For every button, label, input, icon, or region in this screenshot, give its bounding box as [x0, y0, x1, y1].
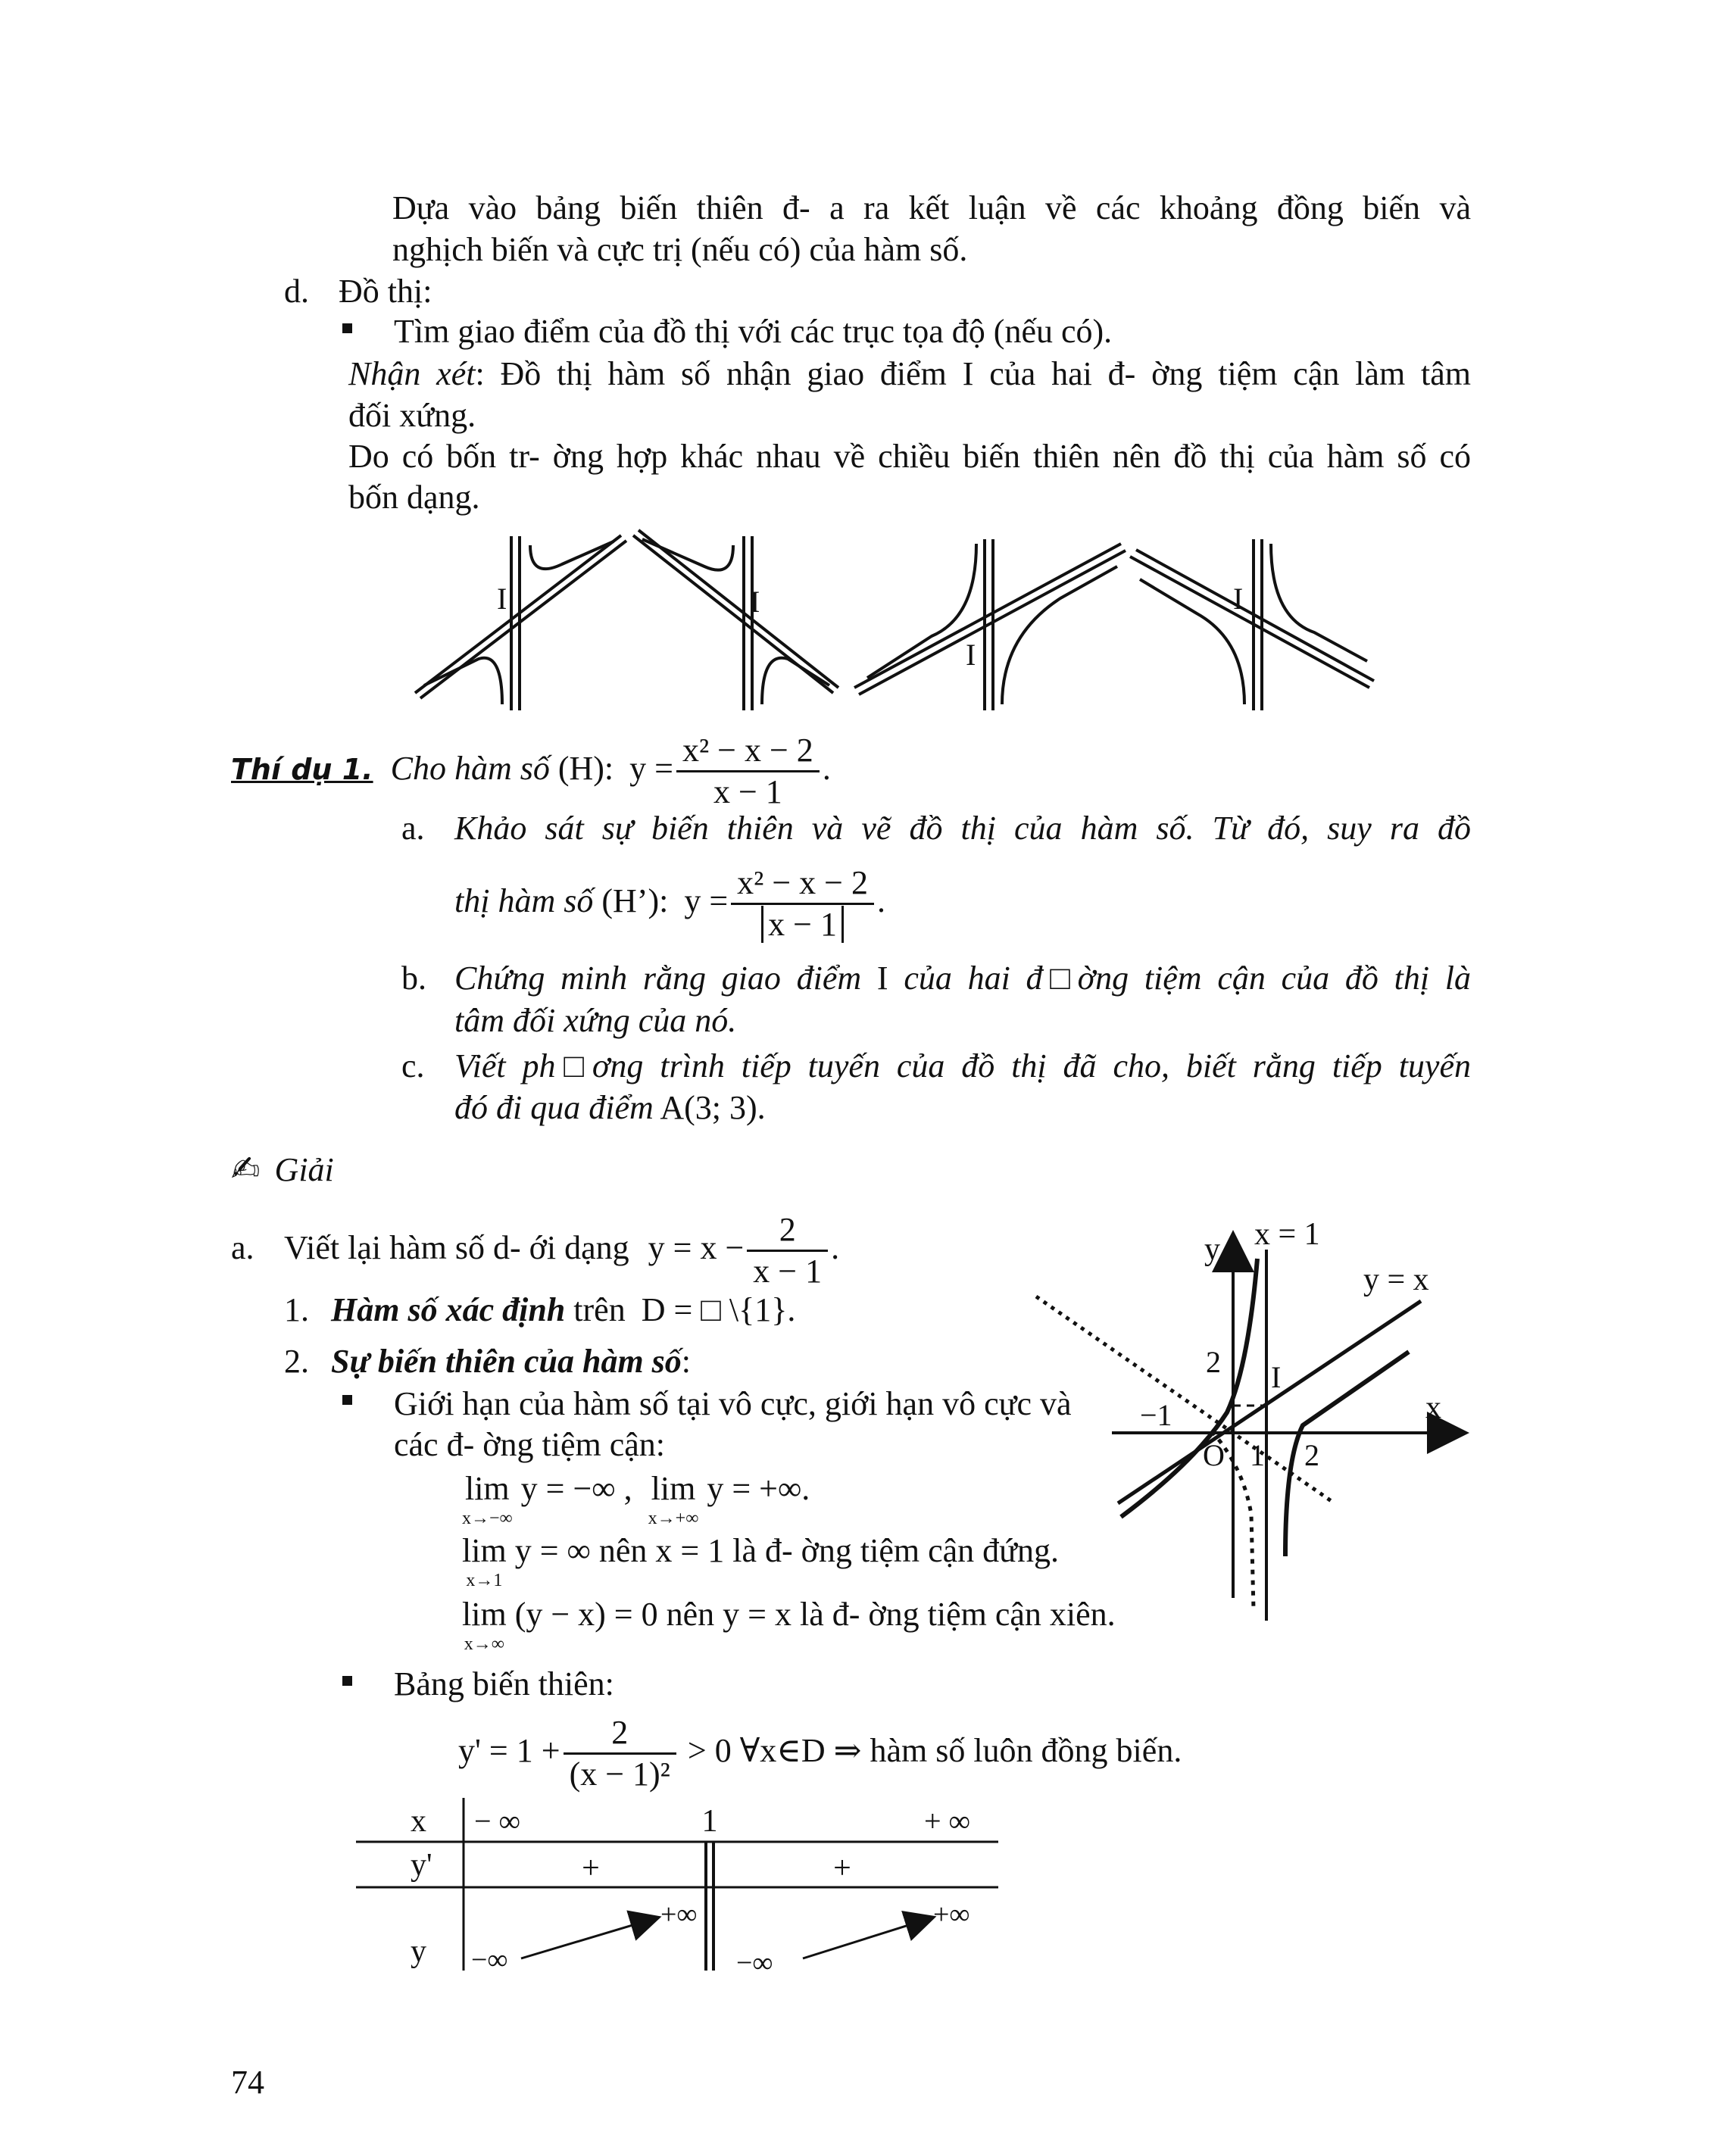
dotted-line [1036, 1297, 1335, 1503]
shape-2-label: I [750, 585, 760, 619]
table-row-x-label: x [411, 1804, 426, 1839]
shape-3-label: I [966, 638, 976, 672]
dashed-guide [1233, 1406, 1266, 1433]
lim-4-expr: (y − x) = 0 nên y = x là đ- ờng tiệm cận xiên. [514, 1596, 1116, 1633]
derivative-numerator: 2 [564, 1713, 676, 1755]
y-arrow-right [803, 1919, 928, 1958]
part-b-marker: b. [401, 960, 426, 997]
x-mid-value: 1 [701, 1804, 718, 1839]
tick-x-2: 2 [1304, 1438, 1319, 1472]
lim-1-expr: y = −∞ , [520, 1470, 632, 1507]
section-d-heading [284, 270, 432, 313]
section-d-marker: d. [284, 273, 309, 310]
shape-3 [854, 539, 1126, 710]
part-a-fn-lhs: y = [684, 882, 729, 919]
y-axis-label: y [1204, 1232, 1220, 1267]
section-d-title: Đồ thị: [339, 273, 432, 310]
remark-text: : Đồ thị hàm số nhận giao điểm I của hai đ- ờng tiệm cận làm tâm [475, 355, 1471, 392]
shape-1 [415, 535, 626, 710]
rewrite-dot: . [831, 1229, 840, 1266]
curve-right-branch [1285, 1352, 1409, 1556]
remark-line-2: đối xứng. [348, 397, 476, 434]
shape-1-label: I [497, 582, 507, 616]
step-1-domain: D = □ \{1}. [641, 1291, 796, 1328]
function-fraction [676, 731, 820, 812]
origin-label: O [1203, 1438, 1225, 1472]
lim-3-sub: x→1 [466, 1571, 503, 1590]
limit-1 [462, 1468, 513, 1527]
lim-3-expr: y = ∞ nên x = 1 là đ- ờng tiệm cận đứng. [514, 1532, 1059, 1569]
y-arrow-left [521, 1919, 653, 1958]
function-lhs: y = [629, 750, 673, 787]
part-b-point: I [876, 960, 888, 997]
curve-left-branch [1121, 1259, 1257, 1517]
limit-2 [648, 1468, 699, 1527]
table-title: Bảng biến thiên: [394, 1665, 614, 1702]
step-2-colon: : [681, 1343, 692, 1380]
limit-4 [462, 1593, 507, 1652]
rewrite-line [284, 1203, 839, 1294]
part-c-line-2 [454, 1087, 766, 1129]
derivative-denominator: (x − 1)² [569, 1755, 670, 1793]
limits-intro-1: Giới hạn của hàm số tại vô cực, giới hạn vô cực và [394, 1385, 1072, 1422]
curve-reflected-branch [1212, 1431, 1254, 1609]
rewrite-denominator: x − 1 [753, 1253, 823, 1290]
table-row-yp-label: y' [411, 1848, 432, 1883]
x-right-value: + ∞ [924, 1804, 971, 1838]
bullet-icon [342, 323, 352, 333]
example-intro: Cho hàm số [390, 750, 550, 787]
function-name: (H): [557, 750, 614, 787]
part-a-denominator [731, 905, 874, 944]
table-row-y-label: y [411, 1934, 426, 1969]
function-dot: . [822, 750, 831, 787]
limit-row-2 [462, 1530, 1059, 1589]
function-numerator: x² − x − 2 [676, 731, 820, 772]
derivative-line [458, 1705, 1182, 1796]
derivative-fraction [564, 1713, 676, 1794]
x-axis-label: x [1425, 1390, 1441, 1425]
part-b-line-1 [454, 957, 1471, 1000]
center-label: I [1271, 1360, 1282, 1394]
shape-4 [1130, 539, 1374, 710]
part-b-line-2: tâm đối xứng của nó. [454, 1002, 737, 1039]
rewrite-text: Viết lại hàm số d- ới dạng [284, 1229, 629, 1266]
solution-a-marker: a. [231, 1229, 254, 1266]
solution-title: Giải [274, 1151, 334, 1188]
page-number: 74 [231, 2064, 264, 2101]
x-left-value: − ∞ [474, 1804, 521, 1838]
bullet-icon [342, 1676, 352, 1686]
yp-left-sign: + [582, 1851, 600, 1886]
vertical-asymptote-label: x = 1 [1254, 1217, 1320, 1252]
intro-line-1: Dựa vào bảng biến thiên đ- a ra kết luận về các khoảng đồng biến và [392, 189, 1471, 226]
y-left-end: +∞ [660, 1899, 698, 1930]
yp-right-sign: + [833, 1851, 851, 1886]
step-2 [284, 1340, 691, 1383]
part-a-line-1: Khảo sát sự biến thiên và vẽ đồ thị của hàm số. Từ đó, suy ra đồ [454, 810, 1471, 847]
y-right-end: +∞ [933, 1899, 970, 1930]
step-2-number: 2. [284, 1343, 309, 1380]
cases-line-1: Do có bốn tr- ờng hợp khác nhau về chiều biến thiên nên đồ thị của hàm số có [348, 438, 1471, 475]
lim-word: lim [651, 1470, 696, 1507]
pen-writing-icon: ✍ [231, 1148, 261, 1189]
part-c-point: A(3; 3). [660, 1089, 766, 1126]
solution-heading [231, 1147, 334, 1191]
step-2-title: Sự biến thiên của hàm số [331, 1343, 682, 1380]
lim-1-sub: x→−∞ [462, 1509, 513, 1528]
part-a-line-2 [454, 856, 885, 947]
part-c-marker: c. [401, 1047, 425, 1084]
lim-2-expr: y = +∞. [707, 1470, 810, 1507]
remark-line-1 [348, 353, 1471, 395]
tick-x-minus-1: −1 [1140, 1398, 1172, 1432]
part-a-marker: a. [401, 810, 425, 847]
cases-line-2: bốn dạng. [348, 479, 480, 516]
part-a-fn-name: (H’): [601, 882, 669, 919]
rewrite-lhs: y = x − [648, 1229, 745, 1266]
lim-word: lim [462, 1596, 507, 1633]
part-c-pre: đó đi qua điểm [454, 1089, 654, 1126]
bullet-icon [342, 1395, 352, 1405]
shape-2 [633, 530, 838, 710]
limits-intro-2: các đ- ờng tiệm cận: [394, 1426, 665, 1463]
lim-2-sub: x→+∞ [648, 1509, 699, 1528]
remark-label: Nhận xét [348, 355, 476, 392]
shape-4-label: I [1233, 582, 1244, 616]
step-1-number: 1. [284, 1291, 309, 1328]
part-b-post: của hai đ□ờng tiệm cận của đồ thị là [904, 960, 1471, 997]
intro-line-2: nghịch biến và cực trị (nếu có) của hàm số. [392, 231, 968, 268]
part-a-text: thị hàm số [454, 882, 594, 919]
part-a-fraction [731, 863, 874, 944]
oblique-asymptote-label: y = x [1363, 1262, 1429, 1297]
example-label: Thí dụ 1. [231, 753, 373, 786]
lim-4-sub: x→∞ [464, 1634, 504, 1654]
lim-word: lim [462, 1532, 507, 1569]
oblique-asymptote [1118, 1301, 1421, 1503]
part-c-line-1: Viết ph□ơng trình tiếp tuyến của đồ thị đã cho, biết rằng tiếp tuyến [454, 1047, 1471, 1084]
part-a-numerator: x² − x − 2 [731, 863, 874, 905]
y-right-start: −∞ [736, 1947, 773, 1979]
section-d-bullet: Tìm giao điểm của đồ thị với các trục tọa độ (nếu có). [394, 313, 1113, 350]
limit-row-1 [462, 1468, 810, 1527]
part-a-dot: . [876, 882, 885, 919]
example-1-heading [231, 723, 831, 815]
tick-x-1: 1 [1250, 1438, 1265, 1472]
derivative-lhs: y' = 1 + [458, 1732, 560, 1769]
limit-3 [462, 1530, 507, 1589]
rewrite-fraction [747, 1210, 828, 1291]
rewrite-numerator: 2 [747, 1210, 828, 1252]
step-1-text: trên [573, 1291, 626, 1328]
derivative-rhs: > 0 ∀x∈D ⇒ hàm số luôn đồng biến. [687, 1732, 1182, 1769]
step-1 [284, 1289, 795, 1331]
tick-y-2: 2 [1206, 1345, 1221, 1379]
part-b-pre: Chứng minh rằng giao điểm [454, 960, 862, 997]
absolute-value: x − 1 [761, 906, 844, 943]
step-1-title: Hàm số xác định [331, 1291, 566, 1328]
function-denominator: x − 1 [713, 773, 782, 811]
limit-row-3 [462, 1593, 1116, 1652]
y-left-start: −∞ [471, 1944, 508, 1976]
lim-word: lim [464, 1470, 510, 1507]
